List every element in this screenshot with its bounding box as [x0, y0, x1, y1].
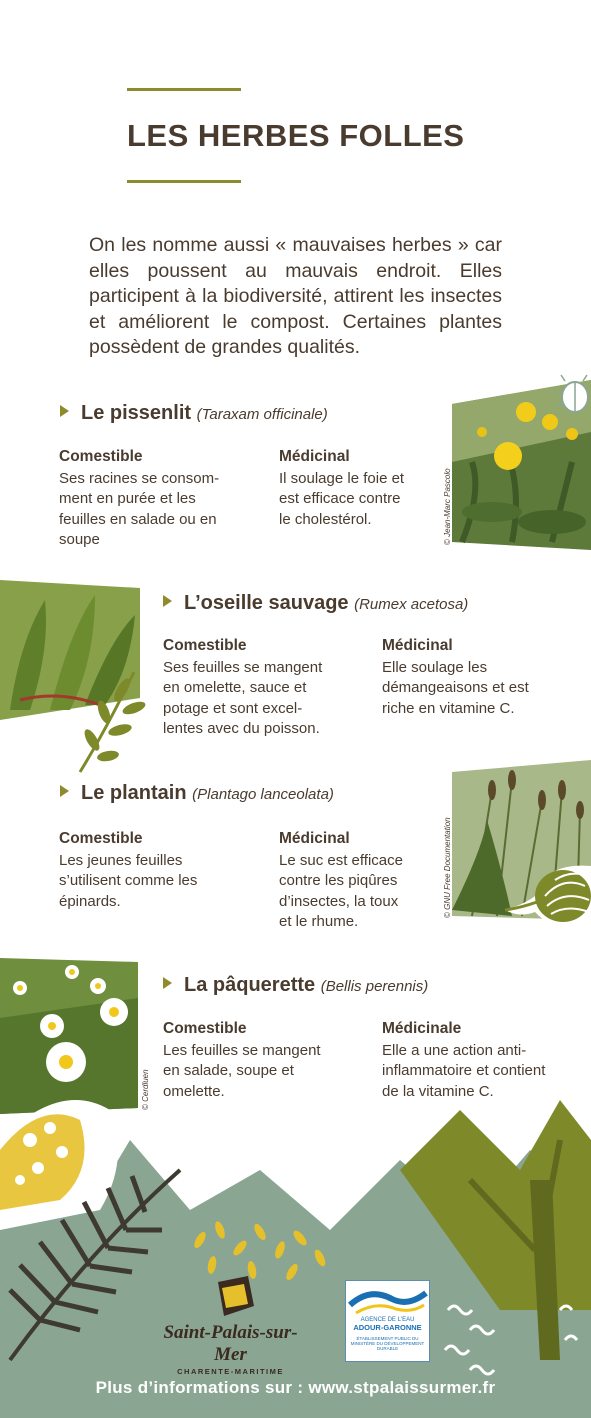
plant-heading	[163, 974, 428, 997]
plant-heading	[60, 402, 328, 425]
agency-name-line2: ADOUR-GARONNE	[353, 1323, 422, 1332]
page-title: LES HERBES FOLLES	[127, 118, 465, 153]
plant-name: L’oseille sauvage	[184, 592, 349, 614]
plant-name: Le pissenlit	[81, 402, 192, 424]
town-logo-mark-icon	[208, 1276, 254, 1320]
text-line: épinards.	[59, 892, 121, 910]
plant-name: La pâquerette	[184, 974, 316, 996]
bullet-triangle-icon	[60, 405, 69, 417]
medicinal-heading: Médicinal	[279, 448, 350, 465]
edible-column	[59, 829, 259, 912]
text-line: feuilles en salade ou en	[59, 510, 217, 528]
bullet-triangle-icon	[60, 785, 69, 797]
text-line: et le rhume.	[279, 913, 359, 930]
text-line: Il soulage le foie et	[279, 469, 405, 487]
intro-paragraph: On les nomme aussi « mauvaises herbes » car elles poussent au mauvais endroit. Elles participent à la biodiversité, attirent les insectes et améliorent le compost. Certaines plantes possèdent de grandes qualités.	[89, 234, 502, 358]
plant-latin-name: (Plantago lanceolata)	[192, 786, 334, 803]
text-line: potage et sont excel-	[163, 699, 303, 717]
text-line: Les feuilles se mangent	[163, 1041, 321, 1059]
plant-latin-name: (Bellis perennis)	[320, 978, 429, 995]
medicinal-heading: Médicinale	[382, 1020, 462, 1037]
medicinal-column	[279, 829, 439, 933]
text-line: en salade, soupe et	[163, 1062, 294, 1079]
edible-heading: Comestible	[163, 1020, 247, 1037]
footer-info: Plus d’informations sur : www.stpalaissurmer.fr	[95, 1378, 496, 1397]
medicinal-column	[279, 447, 439, 530]
plant-name: Le plantain	[81, 782, 187, 804]
photo-credit: © GNU Free Documentation	[443, 817, 452, 918]
medicinal-heading: Médicinal	[279, 830, 350, 847]
plant-latin-name: (Rumex acetosa)	[354, 596, 469, 613]
text-line: Ses feuilles se mangent	[163, 658, 323, 676]
text-line: omelette.	[163, 1082, 225, 1100]
edible-column	[59, 447, 259, 551]
title-rule-top	[127, 88, 241, 91]
plant-heading	[163, 592, 468, 615]
edible-heading: Comestible	[163, 637, 247, 654]
photo-credit: © Cerdluen	[141, 1069, 150, 1110]
town-logo-region: CHARENTE-MARITIME	[177, 1367, 284, 1376]
text-line: lentes avec du poisson.	[163, 720, 320, 737]
edible-column	[163, 636, 363, 740]
text-line: Elle a une action anti-	[382, 1041, 527, 1059]
text-line: contre les piqûres	[279, 872, 398, 889]
beetle-icon	[557, 373, 591, 415]
text-line: démangeaisons et est	[382, 679, 529, 696]
text-line: en omelette, sauce et	[163, 679, 307, 696]
text-line: le cholestérol.	[279, 510, 372, 528]
plant-latin-name: (Taraxam officinale)	[196, 406, 328, 423]
agency-name-line1: AGENCE DE L'EAU	[360, 1317, 415, 1323]
plant-heading	[60, 782, 334, 805]
bullet-triangle-icon	[163, 595, 172, 607]
town-logo	[148, 1322, 313, 1376]
photo-credit: © Jean-Marc Pascolo	[443, 468, 452, 545]
text-line: d’insectes, la toux	[279, 892, 399, 910]
text-line: s’utilisent comme les	[59, 872, 198, 889]
artichoke-leaf-icon	[505, 856, 591, 934]
water-wave-icon	[346, 1281, 429, 1317]
text-line: inflammatoire et contient	[382, 1062, 546, 1079]
town-logo-name: Saint-Palais-sur-Mer	[163, 1322, 298, 1365]
edible-heading: Comestible	[59, 830, 143, 847]
medicinal-heading: Médicinal	[382, 637, 453, 654]
text-line: soupe	[59, 531, 100, 548]
leaf-branch-icon	[72, 668, 146, 776]
text-line: Ses racines se consom-	[59, 469, 220, 487]
text-line: est efficace contre	[279, 490, 401, 507]
medicinal-column	[382, 636, 582, 719]
text-line: Elle soulage les	[382, 658, 488, 676]
edible-heading: Comestible	[59, 448, 143, 465]
text-line: riche en vitamine C.	[382, 699, 515, 717]
text-line: ment en purée et les	[59, 490, 196, 507]
bullet-triangle-icon	[163, 977, 172, 989]
text-line: Le suc est efficace	[279, 851, 403, 869]
agency-logo	[345, 1280, 430, 1362]
agency-subtitle: ÉTABLISSEMENT PUBLIC DU MINISTÈRE DU DÉVELOPPEMENT DURABLE	[350, 1336, 425, 1351]
text-line: de la vitamine C.	[382, 1082, 494, 1100]
text-line: Les jeunes feuilles	[59, 851, 183, 869]
title-rule-bottom	[127, 180, 241, 183]
